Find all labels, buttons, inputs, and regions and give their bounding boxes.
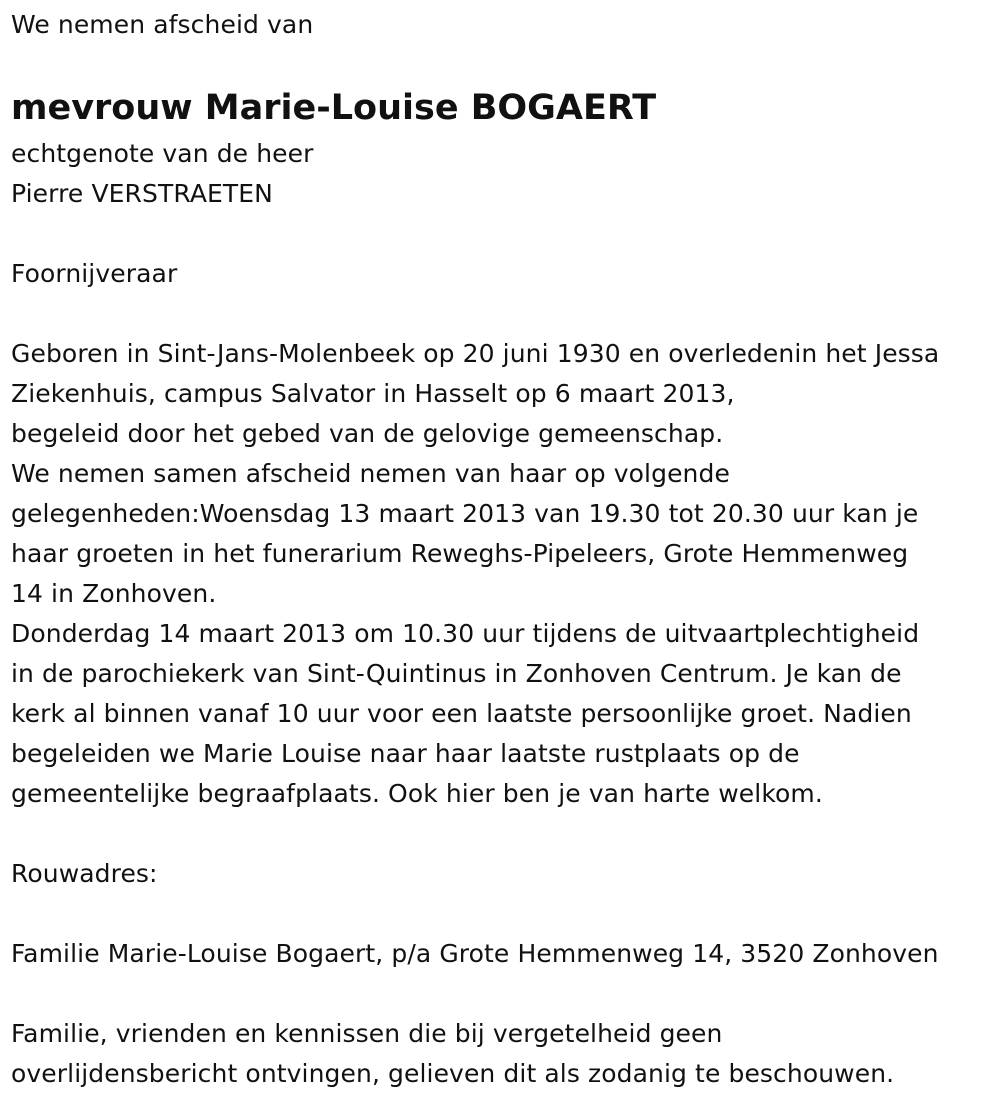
closing-line: Familie, vrienden en kennissen die bij vergetelheid geen: [11, 1019, 723, 1048]
body-line: begeleid door het gebed van de gelovige gemeenschap.: [11, 419, 724, 448]
occupation: Foornijveraar: [11, 259, 178, 288]
spouse-relation: echtgenote van de heer: [11, 139, 314, 168]
body-line: kerk al binnen vanaf 10 uur voor een laatste persoonlijke groet. Nadien: [11, 699, 912, 728]
body-line: gelegenheden:Woensdag 13 maart 2013 van 19.30 tot 20.30 uur kan je: [11, 499, 919, 528]
intro-text: We nemen afscheid van: [11, 10, 314, 39]
body-line: begeleiden we Marie Louise naar haar laatste rustplaats op de: [11, 739, 800, 768]
body-line: in de parochiekerk van Sint-Quintinus in Zonhoven Centrum. Je kan de: [11, 659, 902, 688]
body-line: haar groeten in het funerarium Reweghs-Pipeleers, Grote Hemmenweg: [11, 539, 909, 568]
mourning-address-label: Rouwadres:: [11, 859, 158, 888]
body-line: gemeentelijke begraafplaats. Ook hier ben je van harte welkom.: [11, 779, 823, 808]
body-line: Donderdag 14 maart 2013 om 10.30 uur tijdens de uitvaartplechtigheid: [11, 619, 920, 648]
spouse-name: Pierre VERSTRAETEN: [11, 179, 273, 208]
body-line: Geboren in Sint-Jans-Molenbeek op 20 juni 1930 en overledenin het Jessa: [11, 339, 940, 368]
body-line: Ziekenhuis, campus Salvator in Hasselt op 6 maart 2013,: [11, 379, 735, 408]
body-line: We nemen samen afscheid nemen van haar op volgende: [11, 459, 730, 488]
closing-line: overlijdensbericht ontvingen, gelieven dit als zodanig te beschouwen.: [11, 1059, 895, 1088]
deceased-name: mevrouw Marie-Louise BOGAERT: [11, 88, 657, 128]
body-line: 14 in Zonhoven.: [11, 579, 217, 608]
mourning-address: Familie Marie-Louise Bogaert, p/a Grote Hemmenweg 14, 3520 Zonhoven: [11, 939, 939, 968]
